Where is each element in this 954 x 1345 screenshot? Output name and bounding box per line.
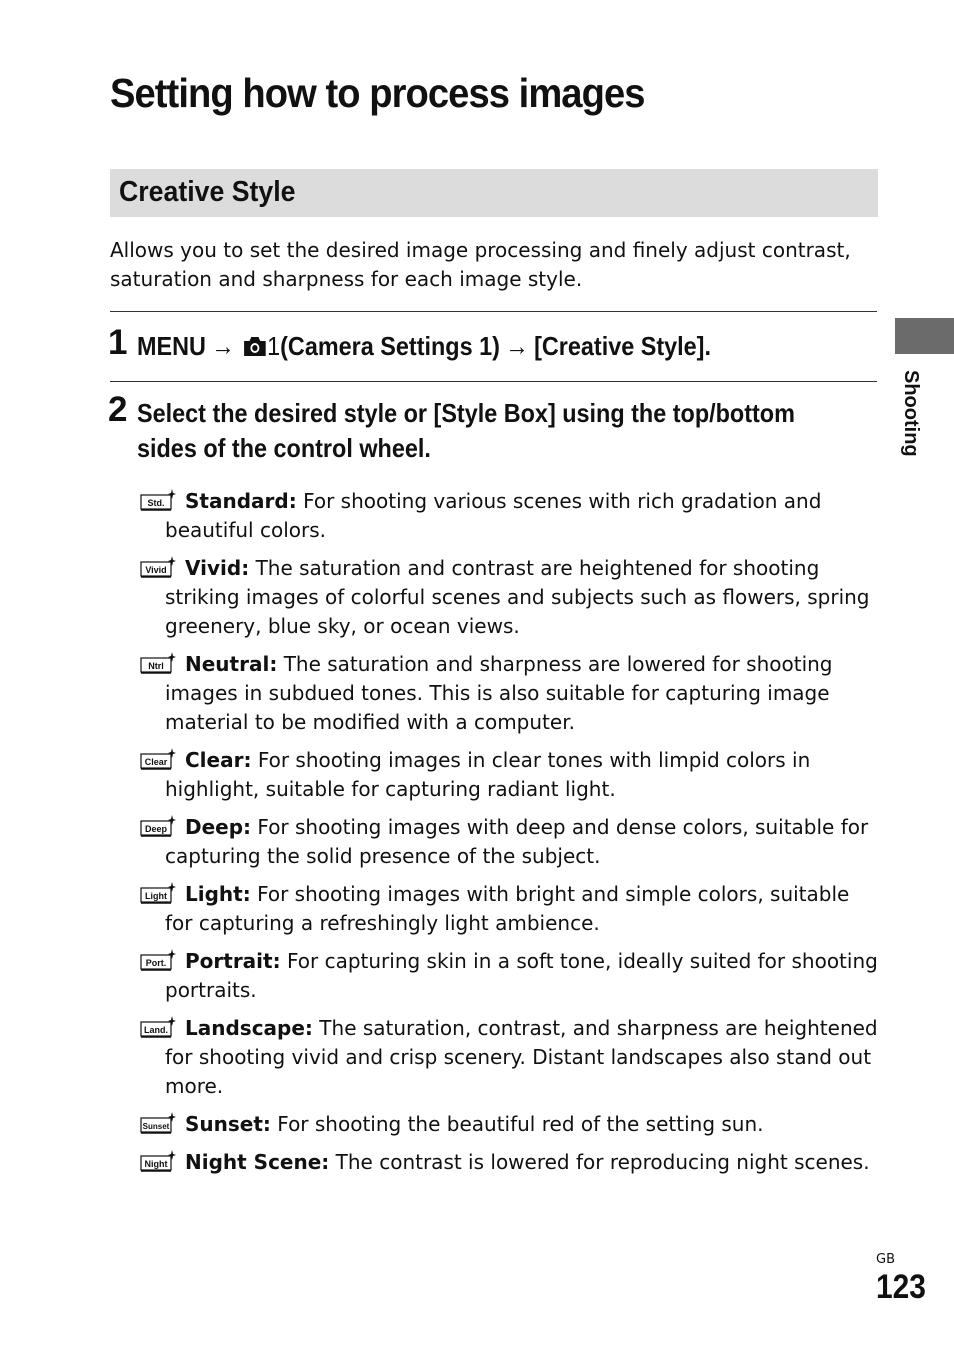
style-description: For capturing skin in a soft tone, ideally suited for shooting portraits. (165, 949, 878, 1002)
menu-label: MENU (137, 331, 206, 361)
region-label: GB (876, 1252, 895, 1267)
style-item-deep (140, 813, 880, 871)
step-instruction (137, 329, 711, 364)
style-portrait-icon (140, 949, 176, 971)
page-number: 123 (876, 1268, 926, 1306)
arrow-icon: → (505, 331, 529, 361)
style-item-night-scene (140, 1148, 880, 1177)
intro-paragraph: Allows you to set the desired image processing and finely adjust contrast, saturation and sharpness for each image style. (110, 238, 851, 291)
style-name: Night Scene: (185, 1150, 330, 1174)
svg-text:Night: Night (144, 1159, 168, 1169)
style-neutral-icon (140, 652, 176, 674)
svg-text:Vivid: Vivid (145, 565, 167, 575)
style-deep-icon (140, 815, 176, 837)
style-description: For shooting images with deep and dense colors, suitable for capturing the solid presence of the subject. (165, 815, 869, 868)
section-tab-label: Shooting (900, 370, 922, 457)
svg-text:Land.: Land. (144, 1025, 168, 1035)
svg-text:Port.: Port. (145, 958, 167, 968)
style-item-light (140, 880, 880, 938)
section-header (110, 169, 878, 217)
section-title: Creative Style (119, 176, 296, 208)
style-description: For shooting various scenes with rich gradation and beautiful colors. (165, 489, 822, 542)
style-name: Light: (185, 882, 251, 906)
style-description: For shooting the beautiful red of the setting sun. (277, 1112, 764, 1136)
page-title: Setting how to process images (110, 70, 645, 116)
style-clear-icon (140, 748, 176, 770)
style-light-icon (140, 882, 176, 904)
style-item-sunset (140, 1110, 880, 1139)
step-divider (110, 381, 877, 382)
style-item-clear (140, 746, 880, 804)
menu-item-label: [Creative Style]. (534, 331, 711, 361)
style-name: Neutral: (185, 652, 278, 676)
svg-text:Ntrl: Ntrl (148, 661, 164, 671)
style-name: Sunset: (185, 1112, 271, 1136)
svg-text:Clear: Clear (144, 757, 168, 767)
svg-text:Light: Light (145, 891, 167, 901)
style-description: The saturation and sharpness are lowered for shooting images in subdued tones. This is also suitable for capturing image material to be modified with a computer. (165, 652, 833, 734)
style-description: The saturation, contrast, and sharpness are heightened for shooting vivid and crisp scenery. Distant landscapes also stand out more. (165, 1016, 878, 1098)
style-item-portrait (140, 947, 880, 1005)
style-name: Portrait: (185, 949, 281, 973)
camera-settings-label: (Camera Settings 1) (280, 331, 500, 361)
step-divider (110, 311, 877, 312)
style-name: Vivid: (185, 556, 250, 580)
style-name: Landscape: (185, 1016, 313, 1040)
style-name: Standard: (185, 489, 297, 513)
arrow-icon: → (211, 331, 235, 361)
style-item-standard (140, 487, 880, 545)
style-description: For shooting images in clear tones with limpid colors in highlight, suitable for capturing radiant light. (165, 748, 811, 801)
style-item-neutral (140, 650, 880, 737)
camera-tab-number: 1 (267, 331, 281, 361)
camera-icon (242, 335, 267, 357)
style-standard-icon (140, 489, 176, 511)
section-tab-marker (895, 318, 954, 354)
svg-text:Deep: Deep (144, 824, 168, 834)
style-item-vivid (140, 554, 880, 641)
svg-text:Std.: Std. (147, 498, 165, 508)
style-landscape-icon (140, 1016, 176, 1038)
style-sunset-icon (140, 1112, 176, 1134)
step-instruction: Select the desired style or [Style Box] using the top/bottom (137, 398, 795, 428)
style-vivid-icon (140, 556, 176, 578)
style-description: For shooting images with bright and simple colors, suitable for capturing a refreshingly light ambience. (165, 882, 850, 935)
style-night-scene-icon (140, 1150, 176, 1172)
style-name: Clear: (185, 748, 252, 772)
style-description: The saturation and contrast are heightened for shooting striking images of colorful scenes and subjects such as flowers, spring greenery, blue sky, or ocean views. (165, 556, 870, 638)
style-item-landscape (140, 1014, 880, 1101)
style-list (140, 487, 880, 1177)
step-number: 2 (108, 390, 128, 429)
step-instruction: sides of the control wheel. (137, 433, 431, 463)
style-description: The contrast is lowered for reproducing night scenes. (335, 1150, 870, 1174)
style-name: Deep: (185, 815, 252, 839)
step-number: 1 (108, 323, 128, 362)
svg-text:Sunset: Sunset (142, 1122, 170, 1131)
